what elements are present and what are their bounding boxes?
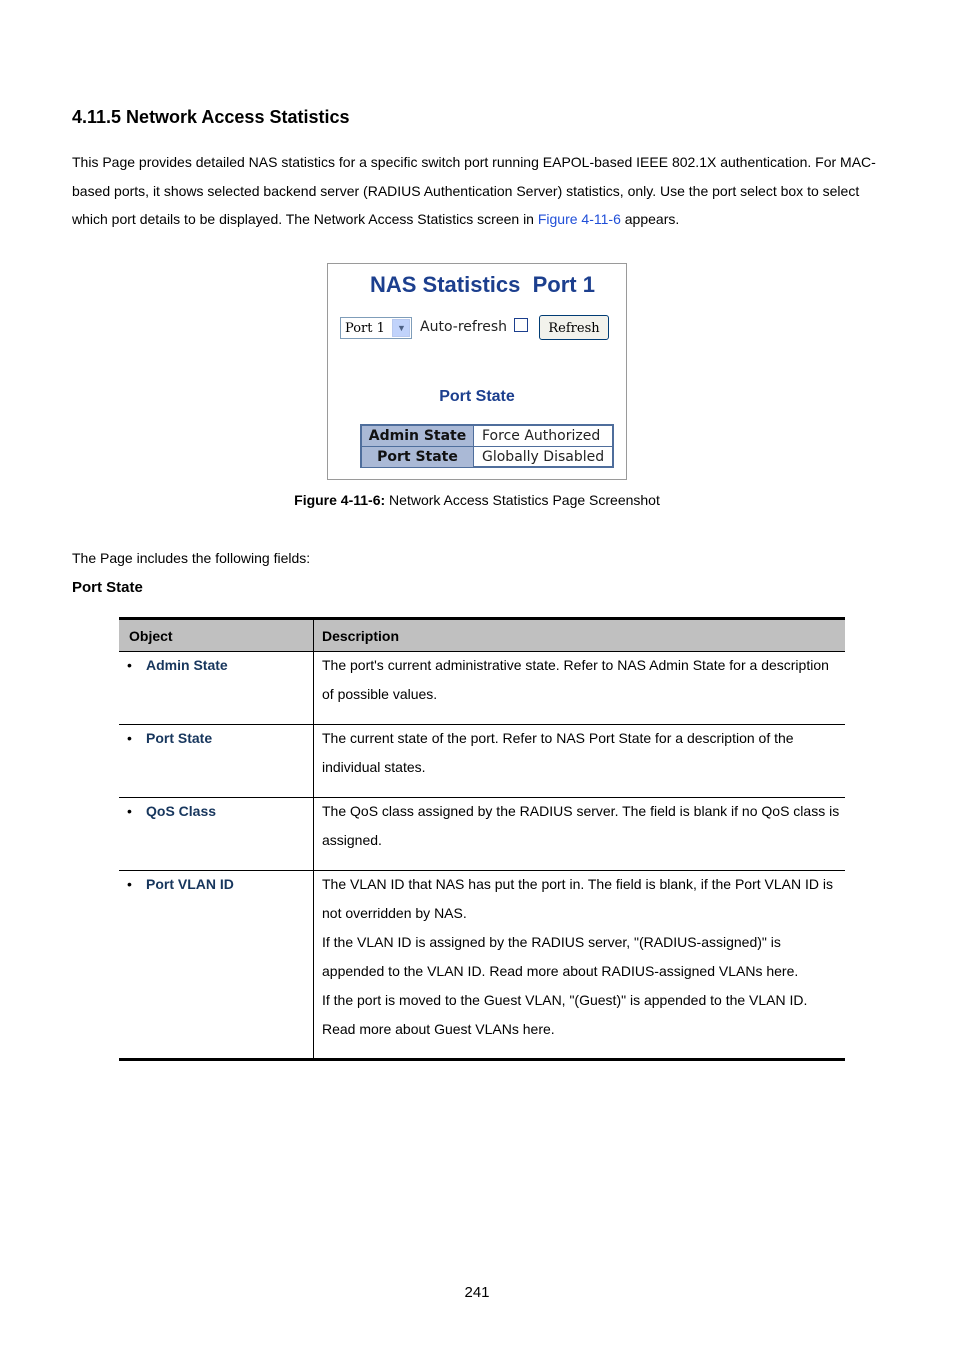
port-state-row xyxy=(362,426,612,447)
subsection-title: Port State xyxy=(72,579,143,596)
page-number: 241 xyxy=(464,1284,490,1301)
description-text: The QoS class assigned by the RADIUS server. The field is blank if no QoS class is assigned. xyxy=(322,803,840,848)
object-cell: • Admin State xyxy=(127,657,228,673)
table-bottom-rule xyxy=(119,1058,845,1061)
section-heading: 4.11.5 Network Access Statistics xyxy=(72,107,350,127)
caption-label: Figure 4-11-6: xyxy=(294,492,386,508)
port-select[interactable] xyxy=(340,317,412,339)
description-text: The current state of the port. Refer to NAS Port State for a description of the individual states. xyxy=(322,730,794,775)
port-state-table xyxy=(360,424,614,468)
nas-statistics-screenshot xyxy=(327,263,627,480)
description-text: If the port is moved to the Guest VLAN, "(Guest)" is appended to the VLAN ID. Read more about Guest VLANs here. xyxy=(322,992,808,1037)
port-state-row xyxy=(362,447,612,467)
figure-caption xyxy=(0,492,954,508)
object-name: Port VLAN ID xyxy=(146,876,234,892)
object-cell: • Port VLAN ID xyxy=(127,876,234,892)
port-select-value: Port 1 xyxy=(345,321,385,336)
chevron-down-icon[interactable]: ▼ xyxy=(392,319,410,337)
description-text: The port's current administrative state. Refer to NAS Admin State for a description of possible values. xyxy=(322,657,829,702)
header-description: Description xyxy=(322,628,400,644)
row-value: Force Authorized xyxy=(482,428,601,444)
row-key: Admin State xyxy=(362,426,474,446)
description-text: If the VLAN ID is assigned by the RADIUS server, "(RADIUS-assigned)" is appended to the VLAN ID. Read more about RADIUS-assigned VLANs here. xyxy=(322,934,799,979)
description-text: The VLAN ID that NAS has put the port in. The field is blank, if the Port VLAN ID is not overridden by NAS. xyxy=(322,876,833,921)
description-cell xyxy=(322,651,840,709)
row-value: Globally Disabled xyxy=(482,449,605,465)
object-name: Admin State xyxy=(146,657,228,673)
description-cell xyxy=(322,797,840,855)
fields-intro: The Page includes the following fields: xyxy=(72,550,311,566)
row-key: Port State xyxy=(362,447,474,467)
screenshot-title: NAS Statistics Port 1 xyxy=(370,272,595,297)
port-state-label: Port State xyxy=(439,388,515,405)
description-cell xyxy=(322,724,840,782)
intro-text-end: appears. xyxy=(620,211,680,227)
header-object: Object xyxy=(129,628,173,644)
auto-refresh-checkbox[interactable] xyxy=(514,318,528,332)
figure-link[interactable]: Figure 4-11-6 xyxy=(537,211,621,227)
object-name: Port State xyxy=(146,730,213,746)
refresh-button[interactable]: Refresh xyxy=(539,315,609,340)
description-cell xyxy=(322,870,840,1044)
column-divider xyxy=(313,620,314,1058)
auto-refresh-label: Auto-refresh xyxy=(420,319,508,335)
object-cell: • QoS Class xyxy=(127,803,217,819)
caption-text: Network Access Statistics Page Screenshot xyxy=(385,492,660,508)
intro-paragraph xyxy=(72,148,884,234)
object-name: QoS Class xyxy=(146,803,217,819)
table-header xyxy=(119,620,845,652)
object-cell: • Port State xyxy=(127,730,213,746)
intro-text: This Page provides detailed NAS statistics for a specific switch port running EAPOL-based IEEE 802.1X authentication. For MAC-based ports, it shows selected backend server (RADIUS Authentication Server) statistics, only. Use the port select box to select which port details to be displayed. The Network Access Statistics screen in xyxy=(72,154,876,227)
